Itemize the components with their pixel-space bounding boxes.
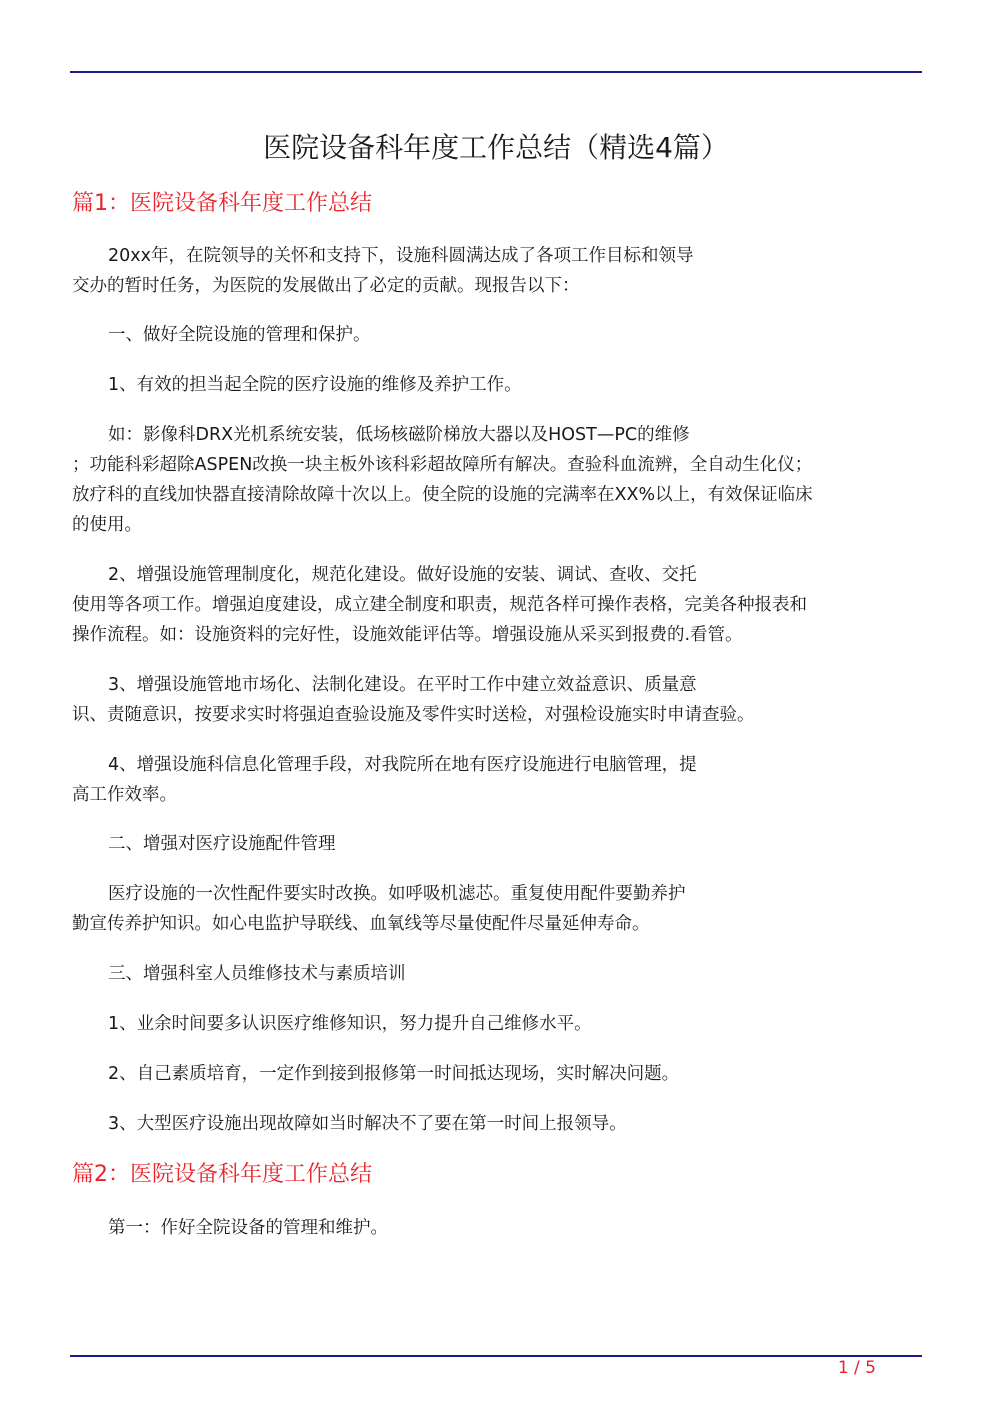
paragraph-line: 高工作效率。 bbox=[72, 785, 177, 805]
paragraph bbox=[72, 1213, 917, 1243]
paragraph-line: 操作流程。如：设施资料的完好性，设施效能评估等。增强设施从采买到报费的.看管。 bbox=[72, 625, 743, 645]
paragraph-line: 交办的暂时任务，为医院的发展做出了必定的贡献。现报告以下： bbox=[72, 276, 580, 296]
paragraph-line: 的使用。 bbox=[72, 515, 142, 535]
paragraph bbox=[72, 670, 917, 730]
paragraph-line: 一、做好全院设施的管理和保护。 bbox=[108, 325, 371, 345]
paragraph bbox=[72, 1109, 917, 1139]
paragraph-line: 三、增强科室人员维修技术与素质培训 bbox=[108, 964, 406, 984]
paragraph-line: 二、增强对医疗设施配件管理 bbox=[108, 834, 336, 854]
paragraph-line: 第一：作好全院设备的管理和维护。 bbox=[108, 1218, 388, 1238]
paragraph bbox=[72, 560, 917, 650]
paragraph-line: 2、增强设施管理制度化，规范化建设。做好设施的安装、调试、查收、交托 bbox=[108, 565, 697, 585]
section-2-heading: 篇2：医院设备科年度工作总结 bbox=[72, 1162, 372, 1187]
paragraph bbox=[72, 370, 917, 400]
paragraph-line: 1、业余时间要多认识医疗维修知识，努力提升自己维修水平。 bbox=[108, 1014, 592, 1034]
paragraph bbox=[72, 1059, 917, 1089]
paragraph-line: 识、责随意识，按要求实时将强迫查验设施及零件实时送检，对强检设施实时申请查验。 bbox=[72, 705, 755, 725]
paragraph-line: 2、自己素质培育，一定作到接到报修第一时间抵达现场，实时解决问题。 bbox=[108, 1064, 680, 1084]
section-1-heading: 篇1：医院设备科年度工作总结 bbox=[72, 191, 372, 216]
bottom-rule bbox=[70, 1355, 922, 1357]
paragraph-line: 使用等各项工作。增强迫度建设，成立建全制度和职责，规范各样可操作表格，完美各种报表和 bbox=[72, 595, 807, 615]
paragraph-line: 20xx年，在院领导的关怀和支持下，设施科圆满达成了各项工作目标和领导 bbox=[108, 246, 694, 266]
document-title: 医院设备科年度工作总结（精选4篇） bbox=[263, 131, 729, 164]
paragraph bbox=[72, 1009, 917, 1039]
paragraph-line: 3、增强设施管地市场化、法制化建设。在平时工作中建立效益意识、质量意 bbox=[108, 675, 697, 695]
top-rule bbox=[70, 71, 922, 73]
paragraph bbox=[72, 750, 917, 810]
paragraph bbox=[72, 829, 917, 859]
paragraph-line: 1、有效的担当起全院的医疗设施的维修及养护工作。 bbox=[108, 375, 522, 395]
paragraph bbox=[72, 879, 917, 939]
paragraph-line: ；功能科彩超除ASPEN改换一块主板外该科彩超故障所有解决。查验科血流辨，全自动生化仪； bbox=[72, 455, 813, 475]
page-number: 1 / 5 bbox=[837, 1358, 876, 1378]
paragraph bbox=[72, 320, 917, 350]
paragraph-line: 勤宣传养护知识。如心电监护导联线、血氧线等尽量使配件尽量延伸寿命。 bbox=[72, 914, 650, 934]
paragraph-line: 医疗设施的一次性配件要实时改换。如呼吸机滤芯。重复使用配件要勤养护 bbox=[108, 884, 686, 904]
paragraph-line: 如：影像科DRX光机系统安装，低场核磁阶梯放大器以及HOST—PC的维修 bbox=[108, 425, 690, 445]
paragraph-line: 放疗科的直线加快器直接清除故障十次以上。使全院的设施的完满率在XX%以上，有效保证临床 bbox=[72, 485, 813, 505]
paragraph-line: 4、增强设施科信息化管理手段，对我院所在地有医疗设施进行电脑管理，提 bbox=[108, 755, 697, 775]
paragraph-line: 3、大型医疗设施出现故障如当时解决不了要在第一时间上报领导。 bbox=[108, 1114, 627, 1134]
paragraph bbox=[72, 959, 917, 989]
paragraph bbox=[72, 241, 917, 301]
paragraph bbox=[72, 420, 917, 540]
